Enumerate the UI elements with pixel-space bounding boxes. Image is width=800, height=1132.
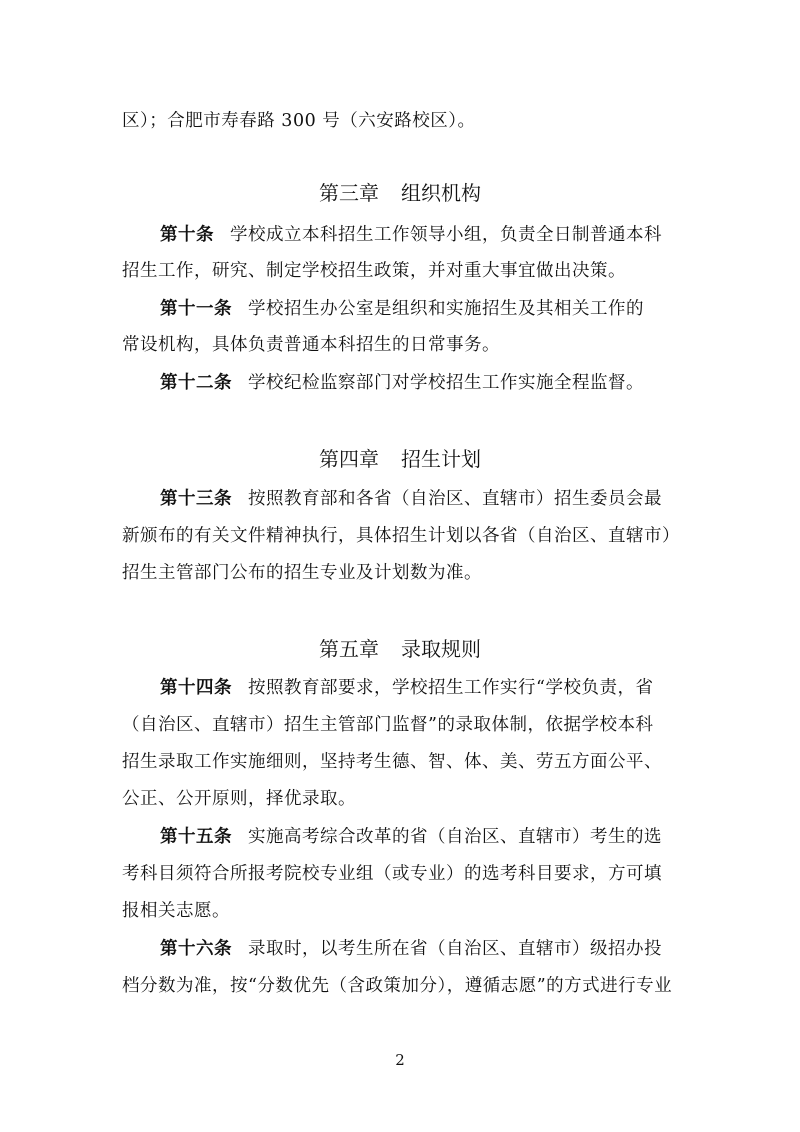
chapter-3-heading (0, 178, 800, 208)
article-14-text-1: 按照教育部要求，学校招生工作实行“学校负责，省 (248, 678, 654, 698)
article-16-text-2: 档分数为准，按“分数优先（含政策加分），遵循志愿”的方式进行专业 (122, 976, 673, 996)
article-15-text-1: 实施高考综合改革的省（自治区、直辖市）考生的选 (248, 827, 662, 847)
article-15-text-2: 考科目须符合所报考院校专业组（或专业）的选考科目要求，方可填 (122, 864, 662, 884)
article-11 (160, 294, 682, 324)
article-13-label: 第十三条 (160, 489, 232, 509)
article-10 (160, 220, 682, 250)
article-11-label: 第十一条 (160, 299, 232, 319)
chapter-5-heading (0, 634, 800, 664)
article-16-text-1: 录取时，以考生所在省（自治区、直辖市）级招办投 (248, 939, 662, 959)
article-14-text-3: 招生录取工作实施细则，坚持考生德、智、体、美、劳五方面公平、 (122, 752, 662, 772)
chapter-5-number: 第五章 (319, 637, 379, 661)
article-12-label: 第十二条 (160, 373, 232, 393)
article-13-text-2: 新颁布的有关文件精神执行，具体招生计划以各省（自治区、直辖市） (122, 526, 680, 546)
page-number: 2 (395, 1051, 405, 1069)
chapter-3-title: 组织机构 (401, 181, 481, 205)
article-16 (160, 934, 682, 964)
chapter-4-title: 招生计划 (401, 447, 481, 471)
article-10-text-2: 招生工作，研究、制定学校招生政策，并对重大事宜做出决策。 (122, 261, 626, 281)
article-12-text-1: 学校纪检监察部门对学校招生工作实施全程监督。 (248, 373, 644, 393)
article-14 (160, 673, 682, 703)
article-13-text-1: 按照教育部和各省（自治区、直辖市）招生委员会最 (248, 489, 662, 509)
chapter-3-number: 第三章 (319, 181, 379, 205)
article-11-text-1: 学校招生办公室是组织和实施招生及其相关工作的 (248, 299, 644, 319)
article-14-text-2: （自治区、直辖市）招生主管部门监督”的录取体制，依据学校本科 (122, 715, 654, 735)
article-10-text-1: 学校成立本科招生工作领导小组，负责全日制普通本科 (230, 225, 662, 245)
article-13 (160, 484, 682, 514)
chapter-5-title: 录取规则 (401, 637, 481, 661)
article-16-label: 第十六条 (160, 939, 232, 959)
continuation-line: 区）；合肥市寿春路 300 号（六安路校区）。 (122, 111, 476, 131)
article-12 (160, 368, 682, 398)
chapter-4-number: 第四章 (319, 447, 379, 471)
article-15-text-3: 报相关志愿。 (122, 901, 230, 921)
article-14-label: 第十四条 (160, 678, 232, 698)
article-11-text-2: 常设机构，具体负责普通本科招生的日常事务。 (122, 335, 500, 355)
chapter-4-heading (0, 444, 800, 474)
article-10-label: 第十条 (160, 225, 214, 245)
article-13-text-3: 招生主管部门公布的招生专业及计划数为准。 (122, 563, 482, 583)
article-14-text-4: 公正、公开原则，择优录取。 (122, 789, 356, 809)
article-15-label: 第十五条 (160, 827, 232, 847)
article-15 (160, 822, 682, 852)
